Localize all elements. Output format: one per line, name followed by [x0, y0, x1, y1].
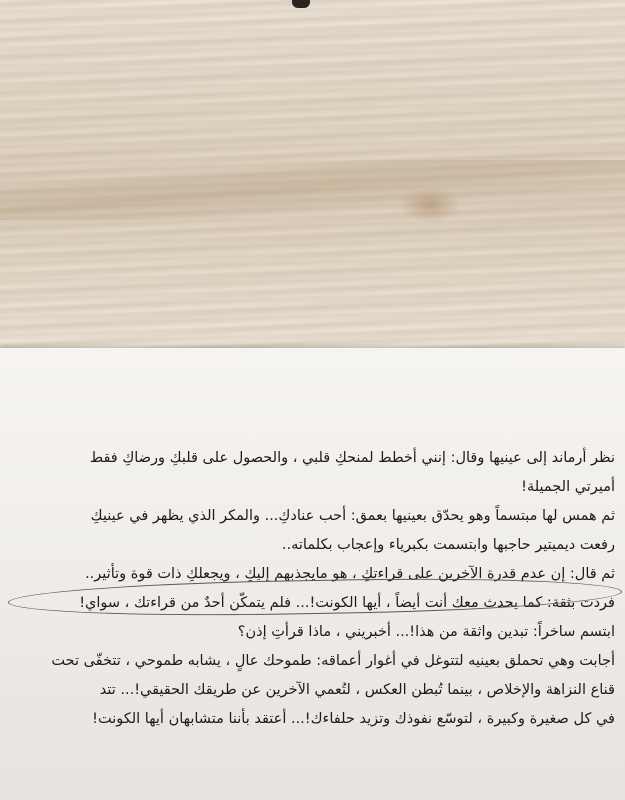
- wood-grain-band: [0, 160, 625, 220]
- text-line: في كل صغيرة وكبيرة ، لتوسّع نفوذك وتزيد حلفاءك!... أعتقد بأننا متشابهان أيها الكونت!: [92, 711, 615, 727]
- text-line: أجابت وهي تحملق بعينيه لتتوغل في أغوار أعماقه: طموحك عالٍ ، يشابه طموحي ، تتخفّى تحت: [51, 653, 615, 669]
- wood-knot: [400, 188, 460, 222]
- text-line: نظر أرماند إلى عينيها وقال: إنني أخطط لمنحكِ قلبي ، والحصول على قلبكِ ورضاكِ فقط: [89, 450, 615, 466]
- text-line: فردت بثقة: كما يحدث معك أنت أيضاً ، أيها الكونت!... فلم يتمكّن أحدٌ من قراءتك ، سواي!: [79, 595, 615, 611]
- text-line: ابتسم ساخراً: تبدين واثقة من هذا!... أخبريني ، ماذا قرأتِ إذن؟: [237, 624, 615, 640]
- text-line: ثم همس لها مبتسماً وهو يحدّق بعينيها بعمق: أحب عنادكِ... والمكر الذي يظهر في عينيكِ: [90, 508, 615, 524]
- text-line: قناع النزاهة والإخلاص ، بينما تُبطن العكس ، لتُعمي الآخرين عن طريقك الحقيقي!... تتد: [99, 682, 615, 698]
- text-line-highlighted: ثم قال: إن عدم قدرة الآخرين على قراءتكِ ، هو مايجذبهم إليكِ ، ويجعلكِ ذات قوة وتأثير..: [85, 566, 615, 582]
- text-line: رفعت ديميتير حاجبها وابتسمت بكبرياء وإعجاب بكلماته..: [281, 537, 615, 553]
- text-line: أميرتي الجميلة!: [521, 479, 615, 495]
- page-text: [0, 396, 615, 734]
- object-edge: [292, 0, 310, 8]
